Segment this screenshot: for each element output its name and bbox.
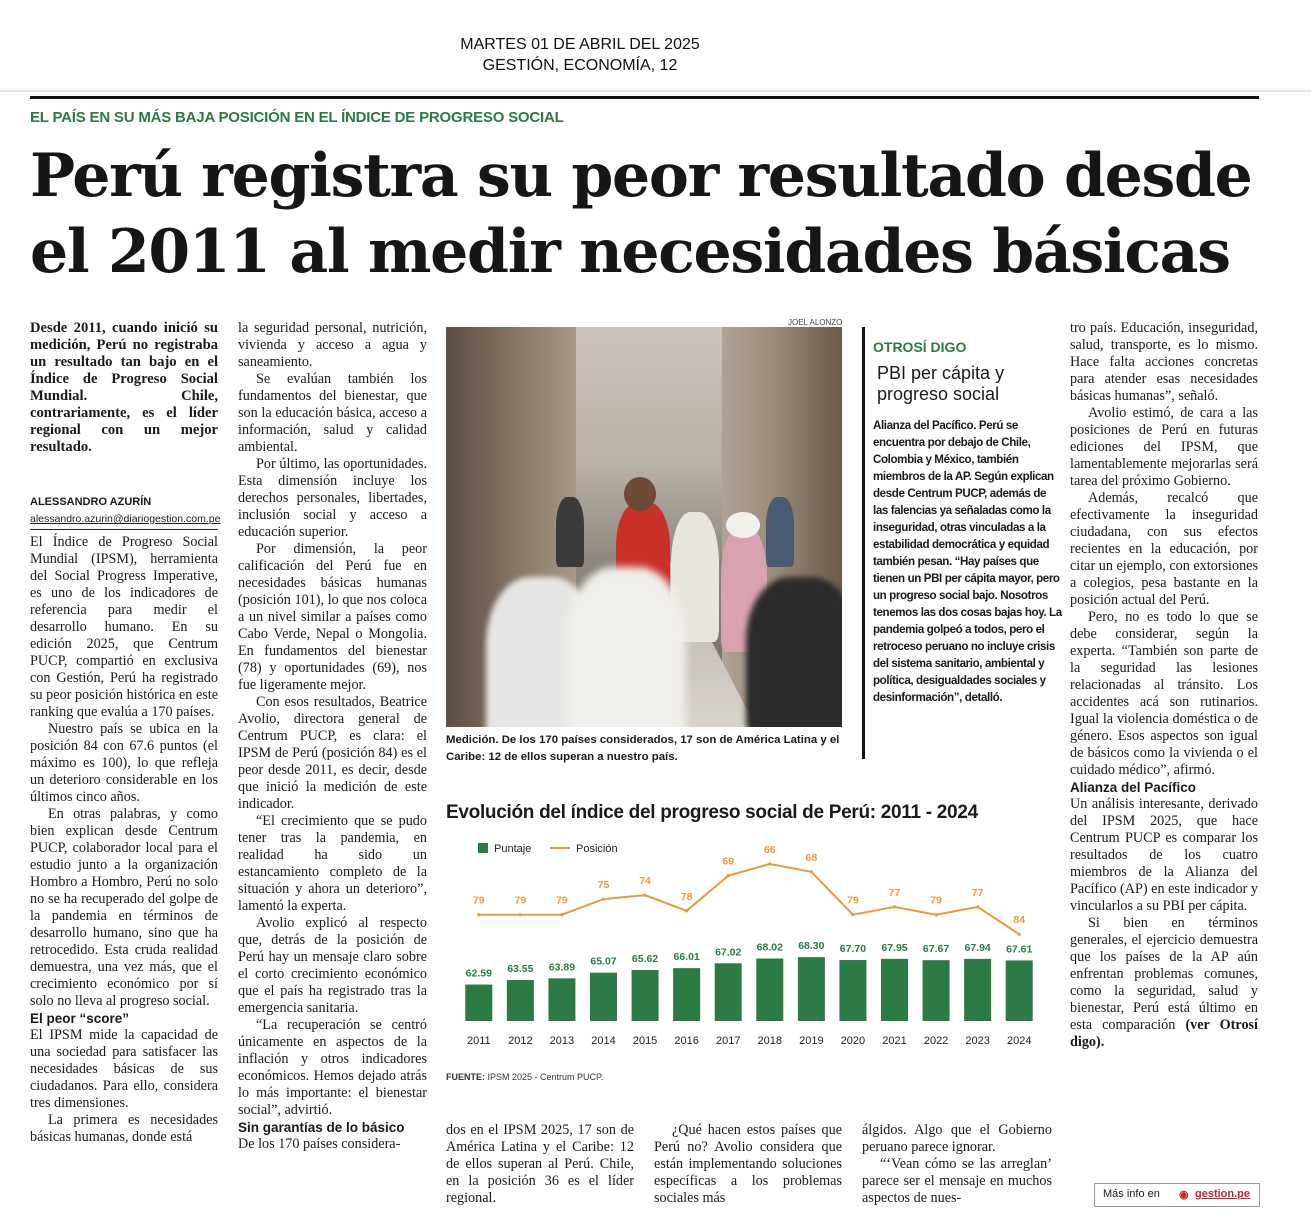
photo-person bbox=[766, 497, 794, 567]
posicion-point bbox=[643, 894, 646, 897]
subheading: Alianza del Pacífico bbox=[1070, 780, 1197, 795]
posicion-point bbox=[768, 862, 771, 865]
posicion-point bbox=[934, 913, 937, 916]
chart-bar bbox=[964, 959, 991, 1021]
legend-puntaje-swatch bbox=[478, 843, 488, 853]
chart-source bbox=[446, 1072, 603, 1082]
chart-bar bbox=[839, 960, 866, 1021]
bar-value-label: 66.01 bbox=[673, 951, 700, 964]
chart-bar bbox=[715, 963, 742, 1021]
subheading: Sin garantías de lo básico bbox=[238, 1120, 405, 1135]
photo-credit: JOEL ALONZO bbox=[788, 318, 843, 327]
box-body: Alianza del Pacífico. Perú se encuentra por debajo de Chile, Colombia y México, también miembros de la AP. Según explican desde Centrum PUCP, además de las falencias ya señaladas como la inseguridad, otras vinculadas a la estabilidad democrática y equidad también pesan. “Hay países que tienen un PBI per cápita mayor, pero un progreso social bajo. Nosotros tenemos las dos cosas bajas hoy. La pandemia golpeó a todos, pero el retroceso peruano no incluye crisis del sistema sanitario, ambiental y política, desigualdades sociales y desinformación”, detalló. bbox=[873, 419, 1062, 704]
body-paragraph: Con esos resultados, Beatrice Avolio, directora general de Centrum PUCP, es clara: el IPSM de Perú (posición 84) es el peor desde 2011, es decir, desde que inició la medición de este indicador. bbox=[238, 694, 427, 812]
x-tick-label: 2013 bbox=[549, 1035, 575, 1047]
posicion-value-label: 78 bbox=[680, 890, 693, 903]
x-tick-label: 2023 bbox=[965, 1035, 990, 1047]
body-paragraph bbox=[1070, 915, 1258, 1051]
bar-value-label: 67.61 bbox=[1006, 943, 1033, 956]
bar-value-label: 65.62 bbox=[631, 953, 659, 966]
headline: Perú registra su peor resultado desde el 2011 al medir necesidades básicas bbox=[30, 141, 1252, 287]
photo-caption: Medición. De los 170 países considerados, 17 son de América Latina y el Caribe: 12 de ellos superan a nuestro país. bbox=[446, 734, 840, 763]
posicion-point bbox=[685, 909, 688, 912]
chart-bar bbox=[673, 968, 700, 1021]
posicion-value-label: 69 bbox=[722, 855, 735, 868]
x-tick-label: 2021 bbox=[882, 1035, 907, 1047]
body-paragraph: El IPSM mide la capacidad de una sociedad para satisfacer las necesidades básicas de sus ciudadanos. Para ello, considera tres dimensiones. bbox=[30, 1027, 218, 1111]
dateline-date: MARTES 01 DE ABRIL DEL 2025 bbox=[460, 36, 700, 53]
x-tick-label: 2022 bbox=[923, 1035, 949, 1047]
x-tick-label: 2018 bbox=[757, 1035, 783, 1047]
posicion-value-label: 68 bbox=[805, 851, 818, 864]
posicion-point bbox=[519, 913, 522, 916]
chart-bar bbox=[923, 960, 950, 1021]
bar-value-label: 63.55 bbox=[507, 962, 534, 975]
source-label: FUENTE: bbox=[446, 1072, 485, 1082]
box-kicker: OTROSÍ DIGO bbox=[873, 339, 967, 355]
top-separator bbox=[0, 90, 1311, 92]
legend-posicion-label: Posición bbox=[576, 843, 618, 855]
posicion-value-label: 77 bbox=[888, 886, 901, 899]
posicion-point bbox=[893, 905, 896, 908]
body-paragraph: álgidos. Algo que el Gobierno peruano parece ignorar. bbox=[862, 1122, 1052, 1155]
posicion-value-label: 79 bbox=[847, 894, 859, 907]
legend-puntaje-label: Puntaje bbox=[494, 843, 532, 855]
posicion-point bbox=[477, 913, 480, 916]
chart-bar bbox=[632, 970, 659, 1021]
body-paragraph: “La recuperación se centró únicamente en aspectos de la inflación y otros indicadores económicos. Hemos dejado atrás lo más importante: el bienestar social”, advirtió. bbox=[238, 1017, 427, 1118]
body-paragraph: tro país. Educación, inseguridad, salud, transporte, es lo mismo. Hace falta acciones concretas para atender esas necesidades básicas humanas”, señaló. bbox=[1070, 320, 1258, 404]
bar-value-label: 67.94 bbox=[964, 941, 991, 954]
posicion-point bbox=[602, 898, 605, 901]
posicion-point bbox=[560, 913, 563, 916]
header-rule bbox=[30, 96, 1259, 99]
posicion-value-label: 77 bbox=[971, 886, 984, 899]
body-paragraph: Además, recalcó que efectivamente la inseguridad ciudadana, con sus efectos recientes en la educación, por citar un ejemplo, con extorsiones a colegios, pesa bastante en la posición actual del Perú. bbox=[1070, 490, 1258, 608]
body-paragraph: Por último, las oportunidades. Esta dimensión incluye los derechos personales, libertades, inclusión social y acceso a educación superior. bbox=[238, 456, 427, 540]
chart-bar bbox=[590, 973, 617, 1021]
article-column-4b bbox=[862, 1122, 1052, 1207]
body-paragraph: Avolio estimó, de cara a las posiciones de Perú en futuras ediciones del IPSM, que lamentablemente mejorarlas será tarea del próximo Gobierno. bbox=[1070, 405, 1258, 489]
street-photo bbox=[446, 327, 842, 727]
box-title: PBI per cápita y progreso social bbox=[877, 363, 1005, 404]
article-column-4 bbox=[654, 1122, 842, 1207]
x-tick-label: 2016 bbox=[674, 1035, 699, 1047]
bar-value-label: 62.59 bbox=[465, 967, 492, 980]
posicion-value-label: 74 bbox=[639, 875, 651, 888]
article-column-3 bbox=[446, 1122, 634, 1207]
body-paragraph: ¿Qué hacen estos países que Perú no? Avolio considera que están implementando soluciones específicas a los problemas sociales más bbox=[654, 1122, 842, 1206]
article-column-1 bbox=[30, 320, 221, 1146]
x-tick-label: 2014 bbox=[591, 1035, 616, 1047]
chart-title: Evolución del índice del progreso social de Perú: 2011 - 2024 bbox=[446, 802, 978, 823]
body-text: Si bien en términos generales, el ejercicio demuestra que los países de la AP aún enfrentan problemas comunes, como la seguridad, salud y bienestar, Perú está último en esta comparación bbox=[1070, 915, 1258, 1033]
posicion-point bbox=[727, 874, 730, 877]
body-paragraph: Nuestro país se ubica en la posición 84 con 67.6 puntos (el máximo es 100), lo que refleja un deterioro considerable en los últimos cinco años. bbox=[30, 721, 218, 805]
body-paragraph: De los 170 países considera- bbox=[238, 1136, 401, 1152]
posicion-value-label: 79 bbox=[472, 894, 485, 907]
photo-person bbox=[746, 577, 842, 727]
photo-person bbox=[556, 497, 584, 567]
chart-bar bbox=[798, 957, 825, 1021]
x-tick-label: 2024 bbox=[1006, 1035, 1032, 1047]
chart-bar bbox=[548, 978, 575, 1021]
more-info-box[interactable] bbox=[1094, 1183, 1260, 1207]
posicion-point bbox=[1018, 933, 1021, 936]
x-tick-label: 2012 bbox=[508, 1035, 533, 1047]
gestion-logo-icon: ◉ bbox=[1179, 1189, 1189, 1201]
dateline bbox=[0, 34, 1160, 76]
source-text: IPSM 2025 - Centrum PUCP. bbox=[487, 1072, 604, 1082]
posicion-value-label: 79 bbox=[930, 894, 942, 907]
body-paragraph: Se evalúan también los fundamentos del bienestar, que son la educación básica, acceso a información, salud y calidad ambiental. bbox=[238, 371, 427, 455]
body-paragraph: Avolio explicó al respecto que, detrás de la posición de Perú hay un mensaje claro sobre el corto crecimiento económico que el país ha registrado tras la emergencia sanitaria. bbox=[238, 915, 427, 1016]
bar-value-label: 67.70 bbox=[839, 943, 867, 956]
otrosi-digo-box bbox=[862, 327, 1063, 759]
more-info-label: Más info en bbox=[1103, 1188, 1160, 1200]
body-paragraph: La primera es necesidades básicas humanas, donde está bbox=[30, 1112, 218, 1145]
bar-value-label: 63.89 bbox=[548, 961, 576, 974]
body-paragraph: “‘Vean cómo se las arreglan’ parece ser el mensaje en muchos aspectos de nues- bbox=[862, 1156, 1052, 1206]
posicion-value-label: 75 bbox=[597, 879, 610, 892]
chart-bar bbox=[881, 959, 908, 1021]
posicion-value-label: 84 bbox=[1013, 914, 1026, 927]
kicker: EL PAÍS EN SU MÁS BAJA POSICIÓN EN EL ÍNDICE DE PROGRESO SOCIAL bbox=[30, 109, 564, 126]
photo-person bbox=[566, 567, 686, 727]
x-tick-label: 2015 bbox=[632, 1035, 658, 1047]
more-info-site[interactable]: gestion.pe bbox=[1195, 1188, 1251, 1200]
x-tick-label: 2017 bbox=[715, 1035, 741, 1047]
body-paragraph: El Índice de Progreso Social Mundial (IPSM), herramienta del Social Progress Imperative, es uno de los indicadores de referencia para medir el desarrollo humano. En su edición 2025, que Centrum PUCP, compartió en exclusiva con Gestión, Perú ha registrado su peor posición histórica en este ranking que evalúa a 170 países. bbox=[30, 534, 218, 720]
body-paragraph: dos en el IPSM 2025, 17 son de América Latina y el Caribe: 12 de ellos superan al Perú. Chile, en la posición 36 es el líder regional. bbox=[446, 1122, 634, 1206]
posicion-point bbox=[851, 913, 854, 916]
chart-bar bbox=[756, 959, 783, 1021]
body-paragraph: “El crecimiento que se pudo tener tras la pandemia, en realidad ha sido un estancamiento completo de la situación y ahora un deterioro”, lamentó la experta. bbox=[238, 813, 427, 914]
chart-bar bbox=[465, 985, 492, 1021]
bar-value-label: 67.67 bbox=[922, 943, 950, 956]
x-tick-label: 2011 bbox=[466, 1035, 491, 1047]
posicion-value-label: 66 bbox=[763, 844, 776, 856]
author-name: ALESSANDRO AZURÍN bbox=[30, 496, 152, 508]
body-paragraph: la seguridad personal, nutrición, vivienda y acceso a agua y saneamiento. bbox=[238, 320, 427, 370]
bar-value-label: 67.02 bbox=[715, 946, 742, 959]
bar-value-label: 65.07 bbox=[590, 955, 617, 968]
lead-paragraph: Desde 2011, cuando inició su medición, Perú no registraba un resultado tan bajo en el Índice de Progreso Social Mundial. Chile, contrariamente, es el líder regional con un mejor resultado. bbox=[30, 320, 218, 455]
photo-person bbox=[624, 477, 656, 511]
chart-bar bbox=[507, 980, 534, 1021]
article-column-5 bbox=[1070, 320, 1258, 1051]
subheading: El peor “score” bbox=[30, 1011, 130, 1026]
bar-value-label: 68.30 bbox=[798, 940, 825, 953]
photo-person bbox=[726, 512, 760, 538]
article-column-2 bbox=[238, 320, 427, 1153]
x-tick-label: 2020 bbox=[840, 1035, 866, 1047]
x-tick-label: 2019 bbox=[799, 1035, 824, 1047]
body-paragraph: Un análisis interesante, derivado del IPSM 2025, que hace Centrum PUCP es comparar los resultados de los cuatro miembros de la Alianza del Pacífico (AP) en este indicador y vincularlos a su PBI per cápita. bbox=[1070, 796, 1258, 914]
posicion-point bbox=[976, 905, 979, 908]
posicion-value-label: 79 bbox=[514, 894, 527, 907]
cross-reference: (ver Otrosí digo). bbox=[1070, 1017, 1259, 1050]
posicion-value-label: 79 bbox=[556, 894, 568, 907]
author-email[interactable]: alessandro.azurin@diariogestion.com.pe bbox=[30, 511, 218, 530]
posicion-point bbox=[810, 870, 813, 873]
chart bbox=[446, 834, 1052, 1056]
dateline-section: GESTIÓN, ECONOMÍA, 12 bbox=[482, 57, 678, 74]
chart-bar bbox=[1006, 960, 1033, 1021]
body-paragraph: Por dimensión, la peor calificación del Perú fue en necesidades básicas humanas (posición 101), lo que nos coloca a un nivel similar a países como Cabo Verde, Nepal o Mongolia. En fundamentos del bienestar (78) y oportunidades (69), nos fue ligeramente mejor. bbox=[238, 541, 427, 693]
body-paragraph: Pero, no es todo lo que se debe considerar, según la experta. “También son parte de la seguridad las lesiones relacionadas al tránsito. Los accidentes acá son rutinarios. Igual la violencia doméstica o de género. Esos aspectos son igual de básicos como la vivienda o el cuidado médico”, afirmó. bbox=[1070, 609, 1258, 778]
body-paragraph: En otras palabras, y como bien explican desde Centrum PUCP, colaborador local para el estudio junto a la organización Hombro a Hombro, Perú no solo no se ha recuperado del golpe de la pandemia en términos de desarrollo humano, sino que ha retrocedido. Esta cruda realidad demuestra, una vez más, que el crecimiento económico por sí solo no lleva al progreso social. bbox=[30, 806, 218, 1009]
bar-value-label: 68.02 bbox=[756, 941, 783, 954]
bar-value-label: 67.95 bbox=[881, 941, 908, 954]
